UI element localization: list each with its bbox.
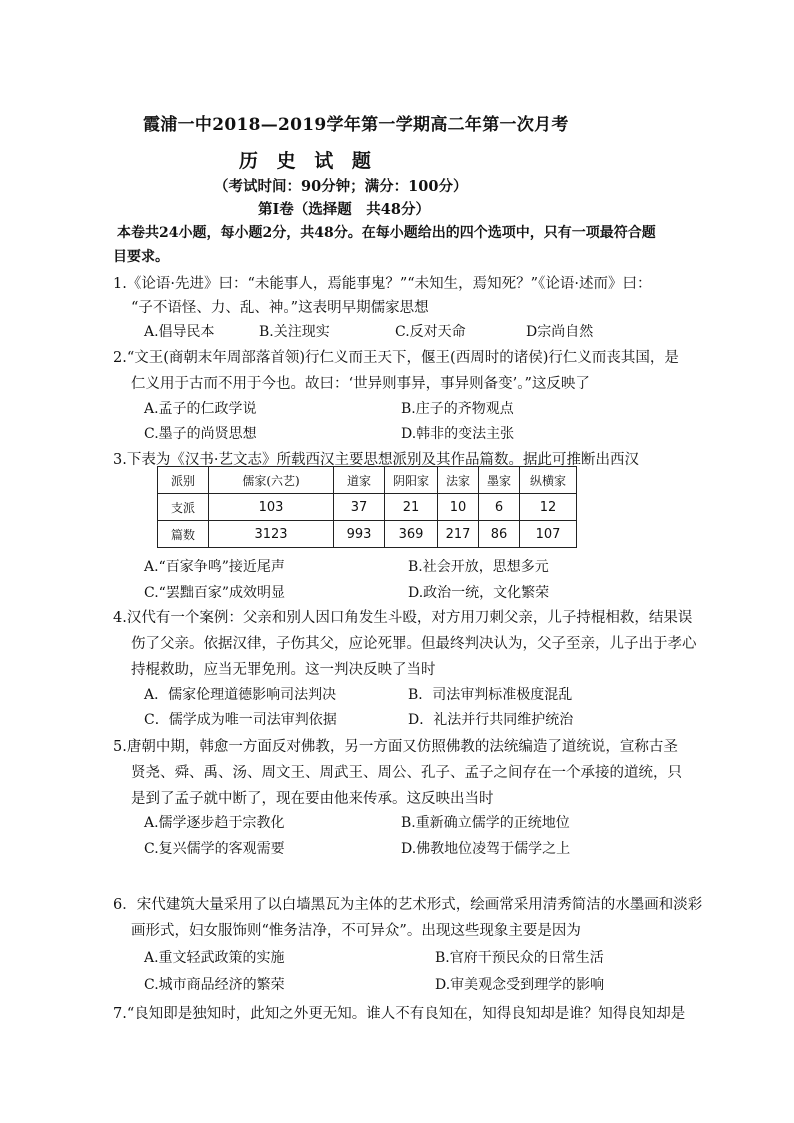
table-cell: 3123 [209, 521, 334, 548]
table-cell: 篇数 [158, 521, 209, 548]
table-header-cell: 纵横家 [520, 467, 577, 494]
table-header-cell: 道家 [334, 467, 385, 494]
exam-info: （考试时间：90分钟；满分：100分） [214, 178, 468, 195]
question-stem-line: “子不语怪、力、乱、神。”这表明早期儒家思想 [131, 300, 429, 316]
option-b: B.重新确立儒学的正统地位 [401, 815, 570, 831]
option-d: D.政治一统，文化繁荣 [408, 585, 550, 601]
table-header-cell: 墨家 [479, 467, 520, 494]
question-stem-line: 持棍救助，应当无罪免刑。这一判决反映了当时 [131, 662, 436, 678]
instructions-line-2: 目要求。 [113, 249, 169, 265]
option-d: D．礼法并行共同维护统治 [408, 712, 574, 728]
question-stem-line: 7.“良知即是独知时，此知之外更无知。谁人不有良知在，知得良知却是谁？知得良知却是 [113, 1006, 686, 1022]
question-stem-line: 贤尧、舜、禹、汤、周文王、周武王、周公、孔子、孟子之间存在一个承接的道统，只 [131, 765, 682, 781]
table-cell: 369 [385, 521, 438, 548]
school-works-table [157, 466, 577, 548]
table-cell: 993 [334, 521, 385, 548]
table-cell: 6 [479, 494, 520, 521]
question-stem-line: 画形式，妇女服饰则“惟务洁净，不可异众”。出现这些现象主要是因为 [131, 923, 581, 939]
option-b: B.关注现实 [259, 324, 330, 340]
option-a: A.儒学逐步趋于宗教化 [144, 815, 285, 831]
table-header-cell: 派别 [158, 467, 209, 494]
option-b: B.官府干预民众的日常生活 [435, 950, 604, 966]
option-b: B．司法审判标准极度混乱 [408, 687, 573, 703]
table-cell: 37 [334, 494, 385, 521]
table-cell: 103 [209, 494, 334, 521]
question-stem-line: 是到了孟子就中断了，现在要由他来传承。这反映出当时 [131, 791, 494, 807]
option-b: B.社会开放，思想多元 [408, 559, 549, 575]
table-cell: 10 [438, 494, 479, 521]
option-c: C.城市商品经济的繁荣 [144, 977, 285, 993]
option-a: A．儒家伦理道德影响司法判决 [144, 687, 337, 703]
option-d: D.韩非的变法主张 [401, 426, 515, 442]
table-row [158, 521, 577, 548]
option-c: C.复兴儒学的客观需要 [144, 841, 285, 857]
option-a: A.重文轻武政策的实施 [144, 950, 285, 966]
question-stem-line: 伤了父亲。依据汉律，子伤其父，应论死罪。但最终判决认为，父子至亲，儿子出于孝心 [131, 636, 697, 652]
table-cell: 217 [438, 521, 479, 548]
question-stem-line: 5.唐朝中期，韩愈一方面反对佛教，另一方面又仿照佛教的法统编造了道统说，宣称古圣 [113, 739, 678, 755]
table-header-cell: 阴阳家 [385, 467, 438, 494]
table-header-cell: 儒家(六艺) [209, 467, 334, 494]
question-stem-line: 3.下表为《汉书·艺文志》所载西汉主要思想派别及其作品篇数。据此可推断出西汉 [113, 452, 639, 468]
option-c: C.“罢黜百家”成效明显 [144, 585, 285, 601]
table-cell: 12 [520, 494, 577, 521]
option-c: C.墨子的尚贤思想 [144, 426, 257, 442]
table-cell: 21 [385, 494, 438, 521]
question-stem-line: 仁义用于古而不用于今也。故曰：‘世异则事异，事异则备变’。”这反映了 [131, 376, 590, 392]
question-stem-line: 2.“文王(商朝末年周部落首领)行仁义而王天下，偃王(西周时的诸侯)行仁义而丧其国，是 [113, 350, 679, 366]
exam-title: 霞浦一中2018—2019学年第一学期高二年第一次月考 [143, 115, 569, 135]
subject-title: 历 史 试 题 [239, 150, 377, 172]
table-header-row [158, 467, 577, 494]
table-row [158, 494, 577, 521]
table-cell: 86 [479, 521, 520, 548]
table-header-cell: 法家 [438, 467, 479, 494]
option-d: D宗尚自然 [526, 324, 594, 340]
option-a: A.孟子的仁政学说 [144, 401, 257, 417]
question-stem-line: 4.汉代有一个案例：父亲和别人因口角发生斗殴，对方用刀刺父亲，儿子持棍相救，结果误 [113, 610, 693, 626]
option-a: A.倡导民本 [144, 324, 215, 340]
option-d: D.佛教地位凌驾于儒学之上 [401, 841, 571, 857]
question-stem-line: 6．宋代建筑大量采用了以白墙黑瓦为主体的艺术形式，绘画常采用清秀简洁的水墨画和淡彩 [113, 897, 703, 913]
option-d: D.审美观念受到理学的影响 [435, 977, 605, 993]
option-c: C．儒学成为唯一司法审判依据 [144, 712, 337, 728]
option-b: B.庄子的齐物观点 [401, 401, 514, 417]
table-cell: 支派 [158, 494, 209, 521]
option-c: C.反对天命 [395, 324, 466, 340]
question-stem-line: 1.《论语·先进》曰：“未能事人，焉能事鬼？”“未知生，焉知死？”《论语·述而》曰： [113, 276, 652, 292]
section-heading: 第Ⅰ卷（选择题 共48分） [258, 201, 430, 218]
instructions-line-1: 本卷共24小题，每小题2分，共48分。在每小题给出的四个选项中，只有一项最符合题 [117, 225, 656, 241]
option-a: A.“百家争鸣”接近尾声 [144, 559, 285, 575]
table-cell: 107 [520, 521, 577, 548]
